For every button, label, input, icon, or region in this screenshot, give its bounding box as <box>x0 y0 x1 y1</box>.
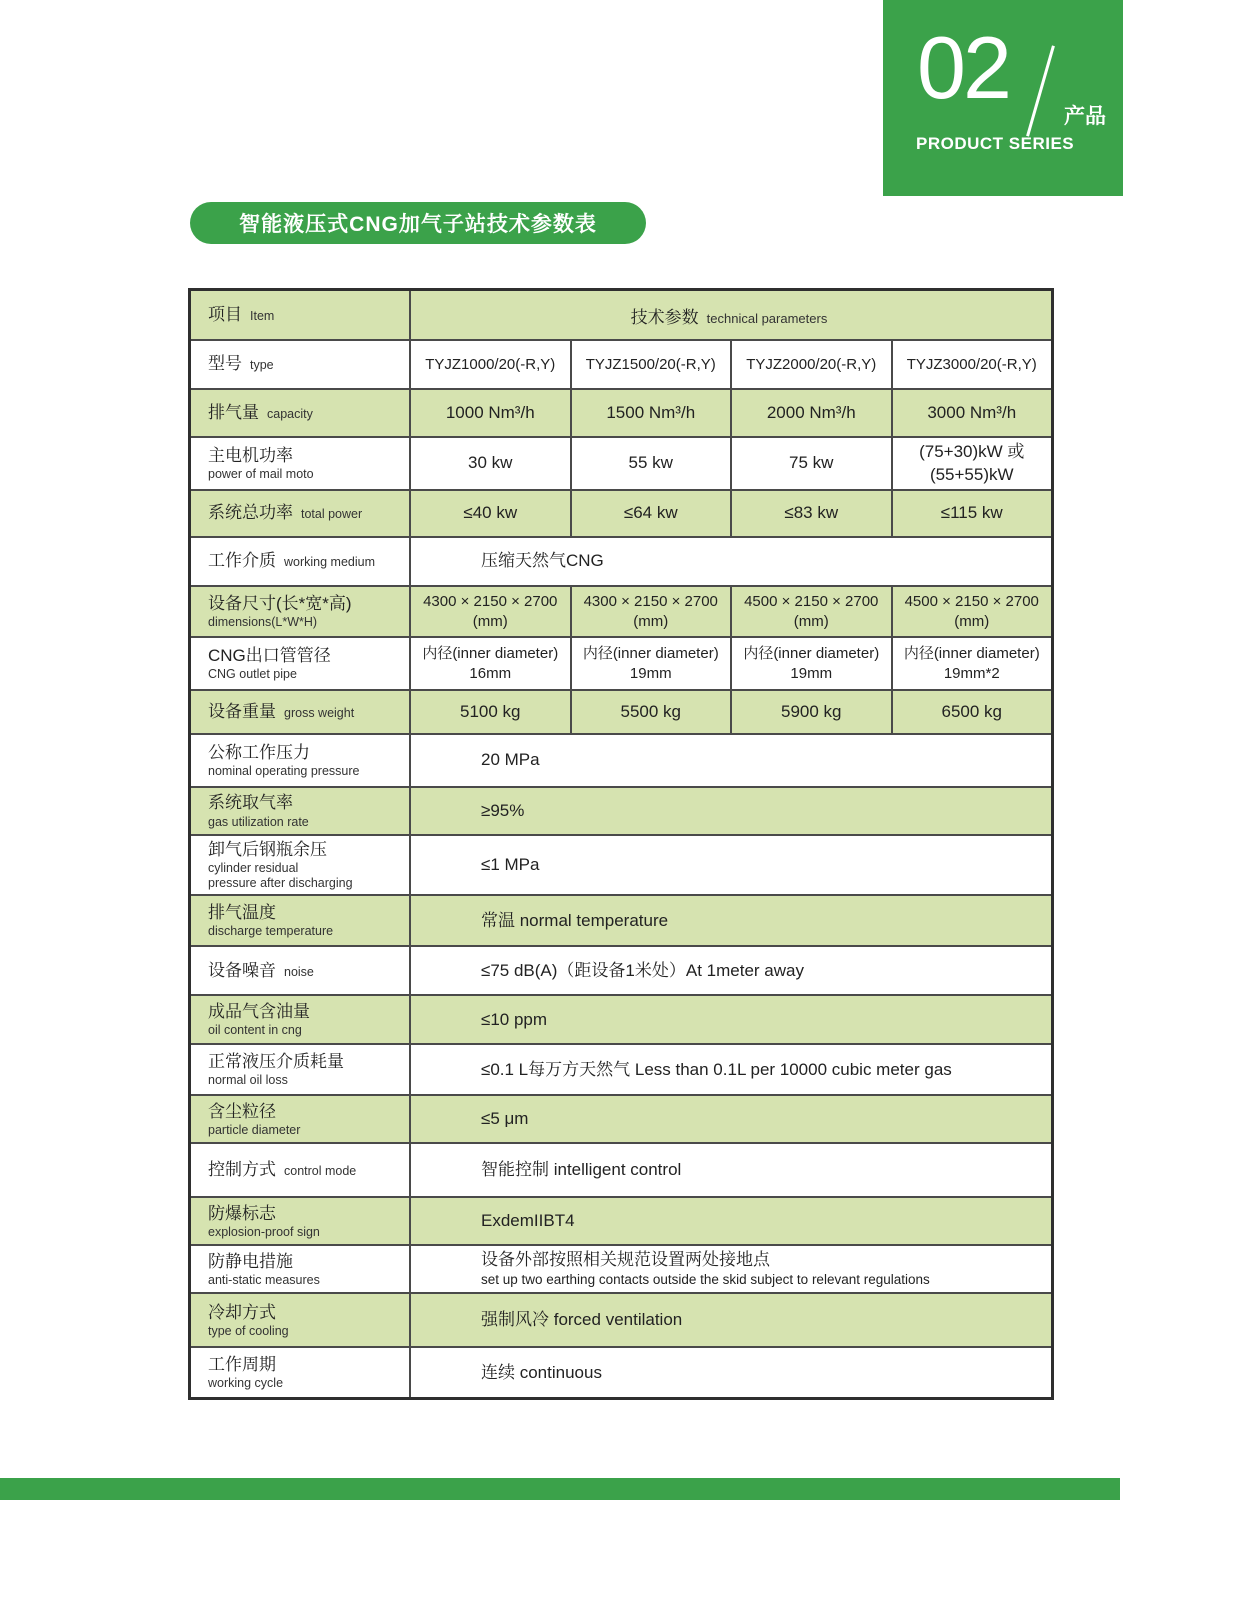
value-line: (75+30)kW 或 <box>919 442 1025 462</box>
value-cell <box>730 390 891 436</box>
value-line: TYJZ2000/20(-R,Y) <box>746 355 877 373</box>
value-line: 内径(inner diameter) <box>582 645 719 662</box>
row-dimensions <box>191 585 1051 636</box>
row-label-model <box>191 341 409 388</box>
value-line: set up two earthing contacts outside the skid subject to relevant regulations <box>481 1272 930 1288</box>
value-cell <box>409 491 570 536</box>
value-cell <box>409 836 1051 894</box>
label-en: type of cooling <box>208 1323 289 1338</box>
label-zh: 型号 <box>208 354 242 374</box>
label-zh: 防爆标志 <box>208 1203 276 1223</box>
section-number: 02 <box>917 18 1009 117</box>
label-zh: 公称工作压力 <box>208 742 310 762</box>
label-zh: 卸气后钢瓶余压 <box>208 840 327 859</box>
row-model <box>191 339 1051 388</box>
label-en: CNG outlet pipe <box>208 667 297 682</box>
value-cell <box>409 587 570 636</box>
label-en: discharge temperature <box>208 924 334 939</box>
label-zh: 系统总功率 <box>208 503 293 523</box>
value-line: 内径(inner diameter) <box>903 645 1040 662</box>
row-main-motor-power <box>191 436 1051 489</box>
value-line: 强制风冷 forced ventilation <box>481 1310 683 1330</box>
value-cell <box>730 341 891 388</box>
label-en: power of mail moto <box>208 467 314 482</box>
value-cell <box>409 390 570 436</box>
label-en: pressure after discharging <box>208 876 353 891</box>
label-zh: 设备尺寸(长*宽*高) <box>208 593 352 613</box>
value-cell <box>891 587 1052 636</box>
page-title-pill <box>190 202 646 244</box>
value-line: 连续 continuous <box>481 1362 602 1382</box>
value-line: (mm) <box>472 612 508 630</box>
value-line: 常温 normal temperature <box>481 910 669 930</box>
row-gas-utilization-rate <box>191 786 1051 834</box>
value-line <box>631 303 828 328</box>
value-cell <box>891 691 1052 733</box>
value-cell <box>570 390 731 436</box>
label-en: explosion-proof sign <box>208 1224 320 1239</box>
label-en: working cycle <box>208 1376 284 1391</box>
value-line: 19mm*2 <box>943 664 1000 682</box>
value-line: ≤64 kw <box>623 503 678 523</box>
row-gross-weight <box>191 689 1051 733</box>
row-label-total-power <box>191 491 409 536</box>
row-label-working-medium <box>191 538 409 585</box>
row-label-capacity <box>191 390 409 436</box>
label-en: gas utilization rate <box>208 814 309 829</box>
label-en: anti-static measures <box>208 1272 320 1287</box>
value-cell <box>570 491 731 536</box>
value-line: ≤1 MPa <box>481 855 540 874</box>
label-zh: 设备噪音 <box>208 960 276 980</box>
row-label-cooling-type <box>191 1294 409 1346</box>
value-cell <box>409 1045 1051 1094</box>
value-cell <box>730 638 891 689</box>
value-cell <box>409 788 1051 834</box>
value-line: 20 MPa <box>481 750 540 770</box>
value-cell <box>409 538 1051 585</box>
value-cell <box>730 438 891 489</box>
label-en: particle diameter <box>208 1122 301 1137</box>
row-label-anti-static-measures <box>191 1246 409 1292</box>
value-cell <box>891 638 1052 689</box>
value-cell <box>570 691 731 733</box>
value-line: 3000 Nm³/h <box>927 402 1017 422</box>
label-en: gross weight <box>284 705 355 720</box>
row-oil-content <box>191 994 1051 1043</box>
row-nominal-operating-pressure <box>191 733 1051 786</box>
row-label-nominal-operating-pressure <box>191 735 409 786</box>
value-cell <box>409 1246 1051 1292</box>
label-en: noise <box>284 964 314 979</box>
value-line: 5100 kg <box>460 701 521 721</box>
value-line: 4500 × 2150 × 2700 <box>904 593 1039 610</box>
value-line: 55 kw <box>628 453 673 473</box>
value-line: 设备外部按照相关规范设置两处接地点 <box>481 1250 770 1270</box>
value-line: 内径(inner diameter) <box>422 645 559 662</box>
label-line <box>208 701 354 723</box>
label-zh: CNG出口管管径 <box>208 645 331 665</box>
value-cell <box>409 896 1051 945</box>
label-zh: 含尘粒径 <box>208 1101 276 1121</box>
label-zh: 系统取气率 <box>208 793 293 813</box>
value-cell <box>409 1198 1051 1244</box>
value-cell <box>409 1294 1051 1346</box>
value-line: 5900 kg <box>781 701 842 721</box>
row-anti-static-measures <box>191 1244 1051 1292</box>
value-cell <box>409 341 570 388</box>
value-cell <box>409 735 1051 786</box>
parameters-table <box>188 288 1054 1400</box>
label-line <box>208 402 313 424</box>
label-en: Item <box>250 308 275 323</box>
label-zh: 正常液压介质耗量 <box>208 1052 344 1072</box>
value-line: TYJZ3000/20(-R,Y) <box>906 355 1037 373</box>
value-line: TYJZ1500/20(-R,Y) <box>585 355 716 373</box>
row-cylinder-residual-pressure <box>191 834 1051 894</box>
section-badge <box>883 0 1123 196</box>
row-discharge-temperature <box>191 894 1051 945</box>
row-label-item-header <box>191 291 409 339</box>
value-line: ≤83 kw <box>784 503 839 523</box>
row-label-gas-utilization-rate <box>191 788 409 834</box>
row-label-discharge-temperature <box>191 896 409 945</box>
value-line: 19mm <box>790 664 833 682</box>
value-zh: 技术参数 <box>630 307 699 327</box>
row-noise <box>191 945 1051 994</box>
row-working-cycle <box>191 1346 1051 1397</box>
value-cell <box>409 996 1051 1043</box>
label-zh: 排气温度 <box>208 903 276 923</box>
label-en: control mode <box>284 1164 357 1179</box>
row-label-cng-outlet-pipe <box>191 638 409 689</box>
value-line: 智能控制 intelligent control <box>481 1160 682 1180</box>
value-line: 4300 × 2150 × 2700 <box>583 593 718 610</box>
bottom-bar <box>0 1478 1120 1500</box>
label-zh: 防静电措施 <box>208 1251 293 1271</box>
label-zh: 工作介质 <box>208 551 276 571</box>
value-line: 4500 × 2150 × 2700 <box>744 593 879 610</box>
value-line: ≤40 kw <box>463 503 518 523</box>
value-cell <box>730 491 891 536</box>
label-zh: 工作周期 <box>208 1355 276 1375</box>
row-label-explosion-proof-sign <box>191 1198 409 1244</box>
label-line <box>208 304 274 326</box>
value-line: ≤5 μm <box>481 1109 529 1129</box>
row-working-medium <box>191 536 1051 585</box>
section-label-en: PRODUCT SERIES <box>916 134 1075 153</box>
row-label-control-mode <box>191 1144 409 1196</box>
row-control-mode <box>191 1142 1051 1196</box>
label-en: normal oil loss <box>208 1073 288 1088</box>
row-cng-outlet-pipe <box>191 636 1051 689</box>
row-total-power <box>191 489 1051 536</box>
value-cell <box>570 587 731 636</box>
row-label-gross-weight <box>191 691 409 733</box>
row-label-main-motor-power <box>191 438 409 489</box>
label-en: type <box>250 358 274 373</box>
value-line: 内径(inner diameter) <box>743 645 880 662</box>
value-line: 压缩天然气CNG <box>481 551 604 571</box>
slash-divider <box>1026 45 1055 136</box>
row-label-oil-content <box>191 996 409 1043</box>
value-line: (mm) <box>954 612 990 630</box>
value-cell <box>570 438 731 489</box>
value-line: 1000 Nm³/h <box>445 402 535 422</box>
value-line: ≤10 ppm <box>481 1009 548 1029</box>
value-en: technical parameters <box>706 310 828 326</box>
section-label-zh: 产品 <box>1064 105 1106 128</box>
value-cell <box>730 691 891 733</box>
value-cell <box>570 341 731 388</box>
value-cell <box>409 1144 1051 1196</box>
row-particle-diameter <box>191 1094 1051 1142</box>
row-item-header <box>191 291 1051 339</box>
value-line: 19mm <box>629 664 672 682</box>
label-zh: 冷却方式 <box>208 1302 276 1322</box>
value-line: (mm) <box>793 612 829 630</box>
label-en: nominal operating pressure <box>208 764 360 779</box>
value-line: ExdemIIBT4 <box>481 1211 575 1231</box>
label-line <box>208 353 274 375</box>
label-zh: 项目 <box>208 304 242 324</box>
value-line: 2000 Nm³/h <box>766 402 856 422</box>
value-cell <box>570 638 731 689</box>
value-line: ≤115 kw <box>940 503 1003 523</box>
label-en: capacity <box>267 406 313 421</box>
label-en: cylinder residual <box>208 861 299 876</box>
row-explosion-proof-sign <box>191 1196 1051 1244</box>
row-label-noise <box>191 947 409 994</box>
row-label-normal-oil-loss <box>191 1045 409 1094</box>
value-line: 75 kw <box>789 453 834 473</box>
value-cell <box>409 291 1051 339</box>
value-cell <box>891 390 1052 436</box>
value-line: 6500 kg <box>941 701 1002 721</box>
value-cell <box>409 438 570 489</box>
value-cell <box>891 438 1052 489</box>
value-line: 5500 kg <box>620 701 681 721</box>
row-normal-oil-loss <box>191 1043 1051 1094</box>
value-line: ≥95% <box>481 800 525 820</box>
value-cell <box>409 1096 1051 1142</box>
label-line <box>208 502 362 524</box>
row-capacity <box>191 388 1051 436</box>
label-zh: 主电机功率 <box>208 445 293 465</box>
value-cell <box>409 691 570 733</box>
row-label-dimensions <box>191 587 409 636</box>
label-en: oil content in cng <box>208 1023 302 1038</box>
label-line <box>208 960 314 982</box>
row-label-particle-diameter <box>191 1096 409 1142</box>
value-cell <box>409 638 570 689</box>
value-line: TYJZ1000/20(-R,Y) <box>425 355 556 373</box>
value-line: 4300 × 2150 × 2700 <box>423 593 558 610</box>
label-zh: 设备重量 <box>208 701 276 721</box>
label-en: dimensions(L*W*H) <box>208 615 318 630</box>
value-line: ≤75 dB(A)（距设备1米处）At 1meter away <box>481 960 804 980</box>
value-line: 30 kw <box>468 453 513 473</box>
row-label-cylinder-residual-pressure <box>191 836 409 894</box>
value-line: (55+55)kW <box>929 464 1014 484</box>
label-line <box>208 1159 356 1181</box>
value-line: 1500 Nm³/h <box>606 402 696 422</box>
value-line: ≤0.1 L每万方天然气 Less than 0.1L per 10000 cubic meter gas <box>481 1059 952 1079</box>
value-cell <box>409 1348 1051 1397</box>
value-line: (mm) <box>633 612 669 630</box>
value-cell <box>891 491 1052 536</box>
label-zh: 排气量 <box>208 402 259 422</box>
row-cooling-type <box>191 1292 1051 1346</box>
value-cell <box>891 341 1052 388</box>
label-en: total power <box>301 507 363 522</box>
value-cell <box>730 587 891 636</box>
label-zh: 控制方式 <box>208 1160 276 1180</box>
row-label-working-cycle <box>191 1348 409 1397</box>
page-title: 智能液压式CNG加气子站技术参数表 <box>239 213 597 236</box>
label-line <box>208 550 375 572</box>
value-cell <box>409 947 1051 994</box>
value-line: 16mm <box>469 664 512 682</box>
label-zh: 成品气含油量 <box>208 1002 310 1022</box>
label-en: working medium <box>284 555 376 570</box>
